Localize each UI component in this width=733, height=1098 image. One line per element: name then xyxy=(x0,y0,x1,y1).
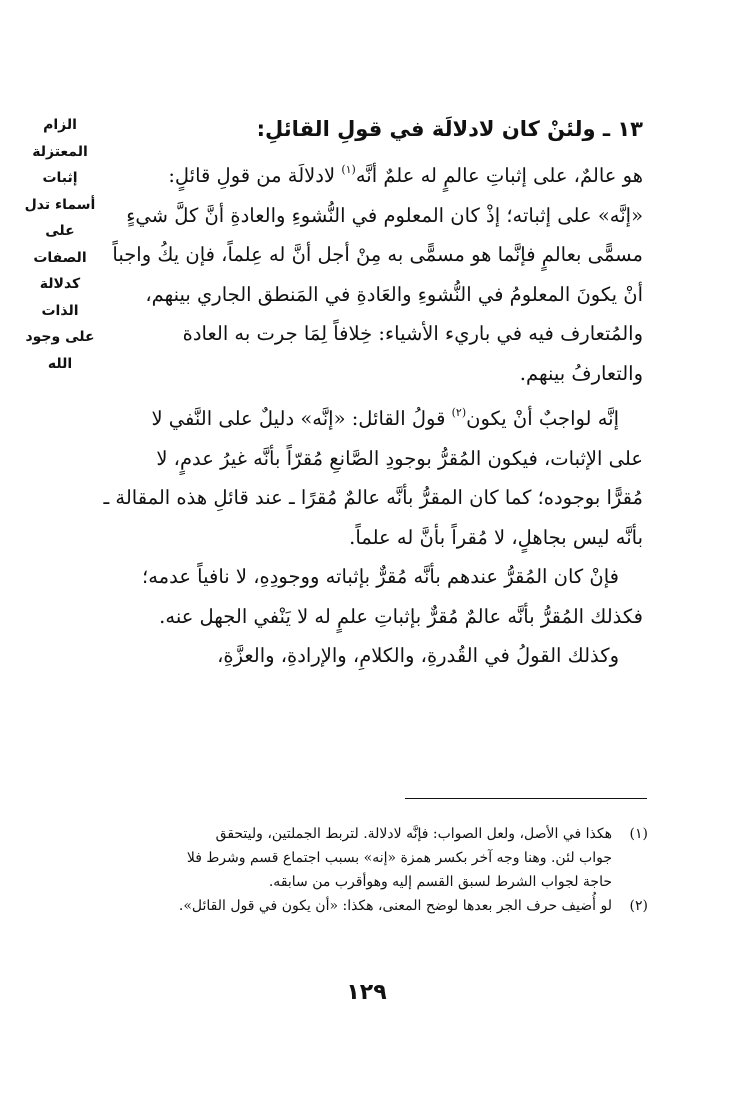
margin-note: أسماء تدل xyxy=(24,196,96,213)
paragraph xyxy=(103,393,643,557)
text-line: «إنَّه» على إثباته؛ إذْ كان المعلوم في النُّشوءِ والعادةِ أنَّ كلَّ شيءٍ xyxy=(126,203,643,227)
section-heading: ١٣ ـ ولئنْ كان لادلالَة في قولِ القائلِ: xyxy=(256,117,643,141)
text-line: فكذلك المُقرُّ بأنَّه عالمٌ مُقرٌّ بإثباتِ علمٍ له لا يَنْفي الجهل عنه. xyxy=(159,604,643,628)
paragraph xyxy=(108,557,643,636)
margin-note: كدلالة xyxy=(39,276,81,292)
footnote xyxy=(93,822,648,894)
text-segment: قولُ القائل: «إنَّه» دليلٌ على النَّفي لا xyxy=(151,407,452,430)
margin-note: على وجود xyxy=(25,329,95,345)
text-segment: هو عالمٌ، على إثباتِ عالمٍ له علمٌ أنَّه xyxy=(355,164,643,187)
footnote-line: حاجة لجواب الشرط لسبق القسم إليه وهوأقرب من سابقه. xyxy=(268,874,612,890)
text-line xyxy=(108,393,643,439)
text-line: والمُتعارف فيه في باريء الأشياء: خِلافاً لِمَا جرت به العادة xyxy=(182,322,643,345)
text-line xyxy=(108,150,643,196)
footnote-line: لو أُضيف حرف الجر بعدها لوضح المعنى، هكذا: «أن يكون في قول القائل». xyxy=(178,898,612,914)
margin-note: على xyxy=(45,223,75,239)
margin-note: الزام xyxy=(43,117,77,133)
page-number: ١٢٩ xyxy=(346,980,387,1005)
margin-note: المعتزلة xyxy=(32,143,88,160)
text-line: وكذلك القولُ في القُدرةِ، والكلامِ، والإرادةِ، والعزَّةِ، xyxy=(217,644,619,667)
margin-note: الله xyxy=(47,355,73,372)
footnote-ref: (٢) xyxy=(451,406,467,419)
text-line: على الإثبات، فيكون المُقرُّ بوجودِ الصَّانعِ مُقرّاً بأنَّه غيرُ عدمٍ، لا xyxy=(156,446,643,470)
footnote-line: هكذا في الأصل، ولعل الصواب: فإنَّه لادلالة. لتربط الجملتين، وليتحقق xyxy=(215,826,612,842)
footnote-divider xyxy=(405,798,647,799)
margin-note: الصفات xyxy=(33,249,87,266)
text-line: فإنْ كان المُقرُّ عندهم بأنَّه مُقرٌّ بإثباته ووجودِهِ، لا نافياً عدمه؛ xyxy=(142,565,619,588)
footnote-line: جواب لئن. وهنا وجه آخر بكسر همزة «إنه» بسبب اجتماع قسم وشرط فلا xyxy=(186,850,612,866)
margin-note: إثبات xyxy=(42,170,78,186)
footnote-number: (١) xyxy=(629,826,648,842)
text-line: أنْ يكونَ المعلومُ في النُّشوءِ والعَادةِ في المَنطق الجاري بينهم، xyxy=(145,282,643,306)
footnote-number: (٢) xyxy=(629,898,648,914)
paragraph xyxy=(108,150,643,393)
text-line: مُقرًّا بوجوده؛ كما كان المقرُّ بأنَّه عالمٌ مُقرًا ـ عند قائلِ هذه المقالة ـ xyxy=(103,486,643,509)
text-line: مسمًّى بعالمٍ فإنَّما هو مسمًّى به مِنْ أجل أنَّ له عِلماً، فإن يكُ واجباً xyxy=(112,243,643,266)
text-segment: لادلالَة من قولِ قائلٍ: xyxy=(168,164,342,187)
footnote xyxy=(93,894,648,918)
main-text xyxy=(103,112,643,676)
paragraph xyxy=(108,636,643,676)
footnotes xyxy=(93,822,648,918)
text-line: والتعارفُ بينهم. xyxy=(519,361,643,385)
footnote-ref: (١) xyxy=(341,163,356,176)
text-line: بأنَّه ليس بجاهلٍ، لا مُقراً بأنَّ له علماً. xyxy=(349,525,643,549)
margin-note: الذات xyxy=(41,302,79,319)
text-segment: إنَّه لواجبٌ أنْ يكون xyxy=(466,407,619,430)
margin-notes xyxy=(14,112,106,377)
